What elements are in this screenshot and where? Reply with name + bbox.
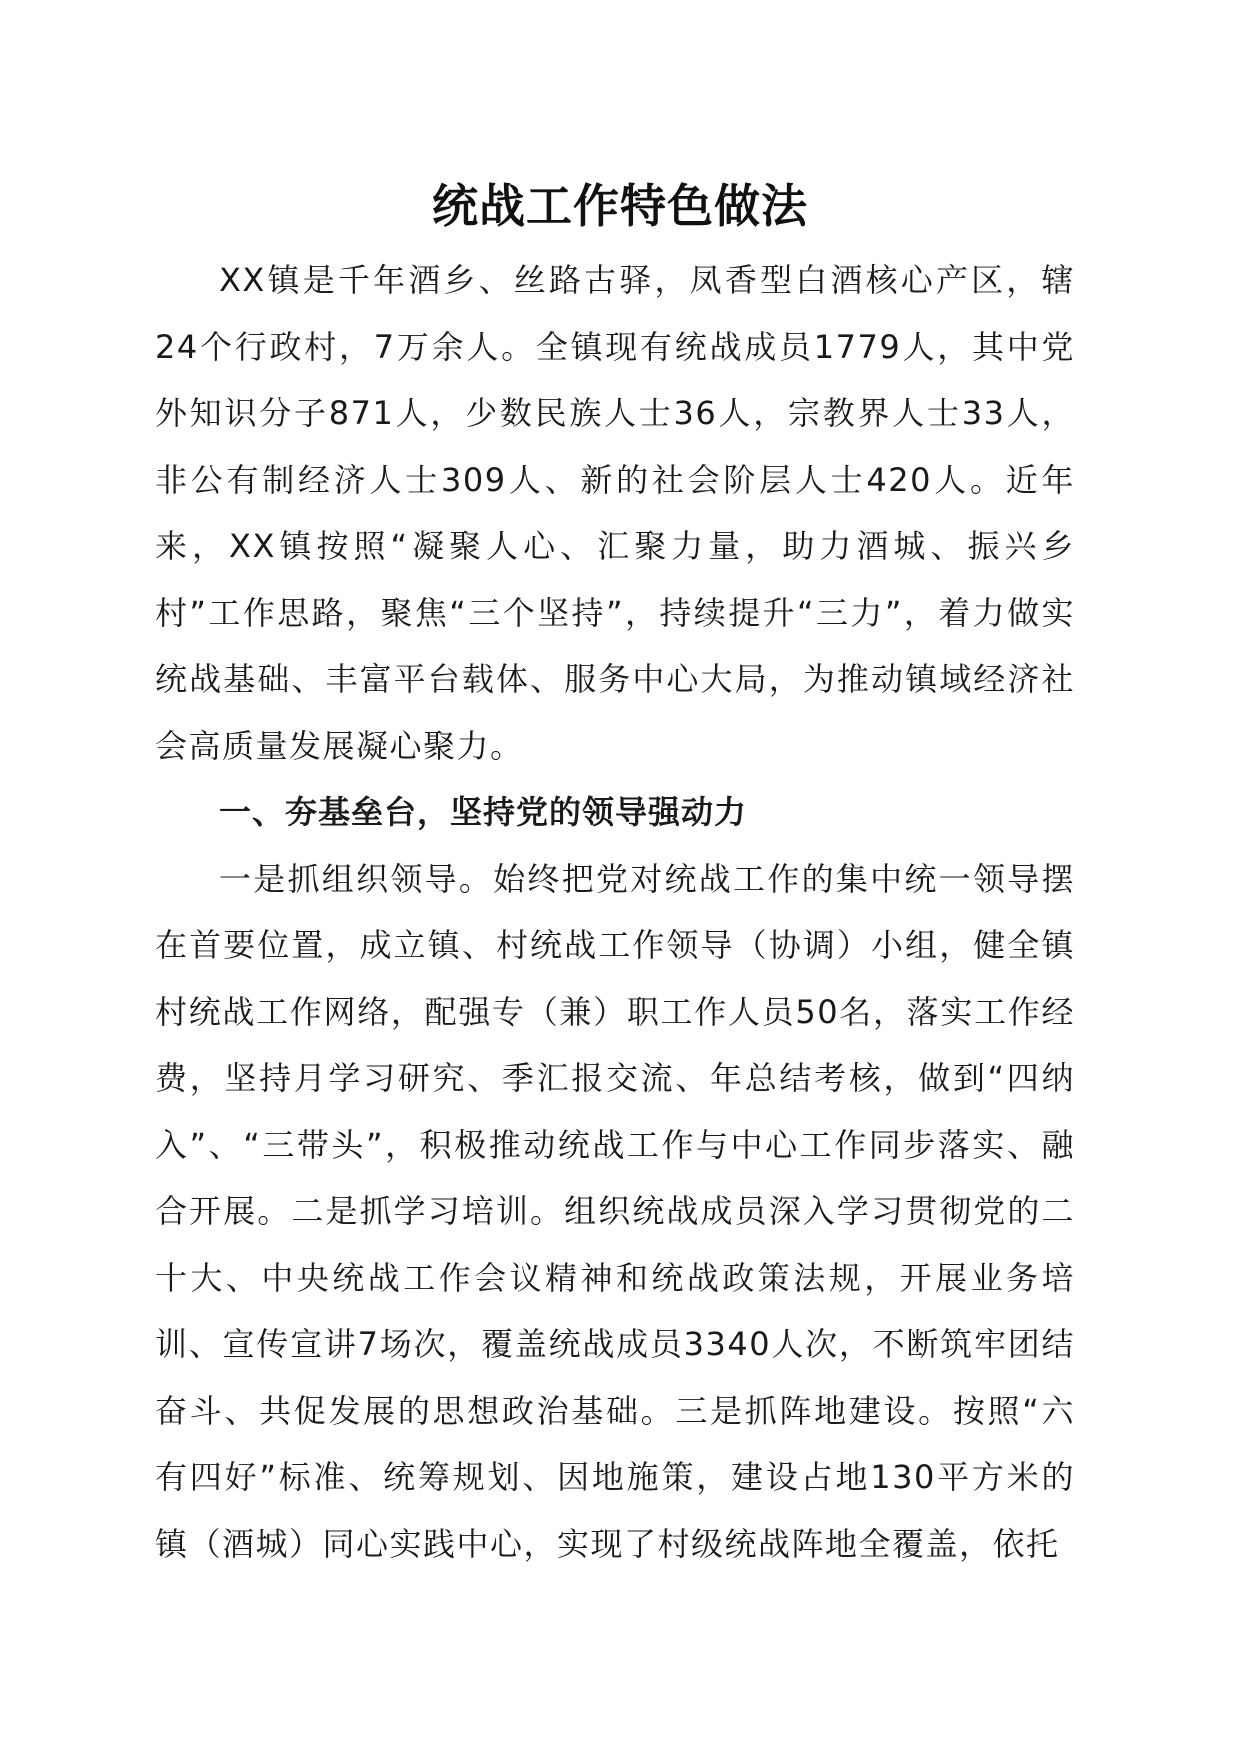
intro-paragraph: XX镇是千年酒乡、丝路古驿，凤香型白酒核心产区，辖24个行政村，7万余人。全镇现有统战成员1779人，其中党外知识分子871人，少数民族人士36人，宗教界人士33人，非公有制经济人士309人、新的社会阶层人士420人。近年来，XX镇按照“凝聚人心、汇聚力量，助力酒城、振兴乡村”工作思路，聚焦“三个坚持”，持续提升“三力”，着力做实统战基础、丰富平台载体、服务中心大局，为推动镇域经济社会高质量发展凝心聚力。 — [155, 261, 1075, 765]
section-1-paragraph: 一是抓组织领导。始终把党对统战工作的集中统一领导摆在首要位置，成立镇、村统战工作领导（协调）小组，健全镇村统战工作网络，配强专（兼）职工作人员50名，落实工作经费，坚持月学习研究、季汇报交流、年总结考核，做到“四纳入”、“三带头”，积极推动统战工作与中心工作同步落实、融合开展。二是抓学习培训。组织统战成员深入学习贯彻党的二十大、中央统战工作会议精神和统战政策法规，开展业务培训、宣传宣讲7场次，覆盖统战成员3340人次，不断筑牢团结奋斗、共促发展的思想政治基础。三是抓阵地建设。按照“六有四好”标准、统筹规划、因地施策，建设占地130平方米的镇（酒城）同心实践中心，实现了村级统战阵地全覆盖，依托 — [155, 859, 1075, 1563]
section-heading-1: 一、夯基垒台，坚持党的领导强动力 — [219, 793, 748, 831]
document-body — [155, 247, 1075, 1577]
document-title: 统战工作特色做法 — [432, 179, 808, 233]
